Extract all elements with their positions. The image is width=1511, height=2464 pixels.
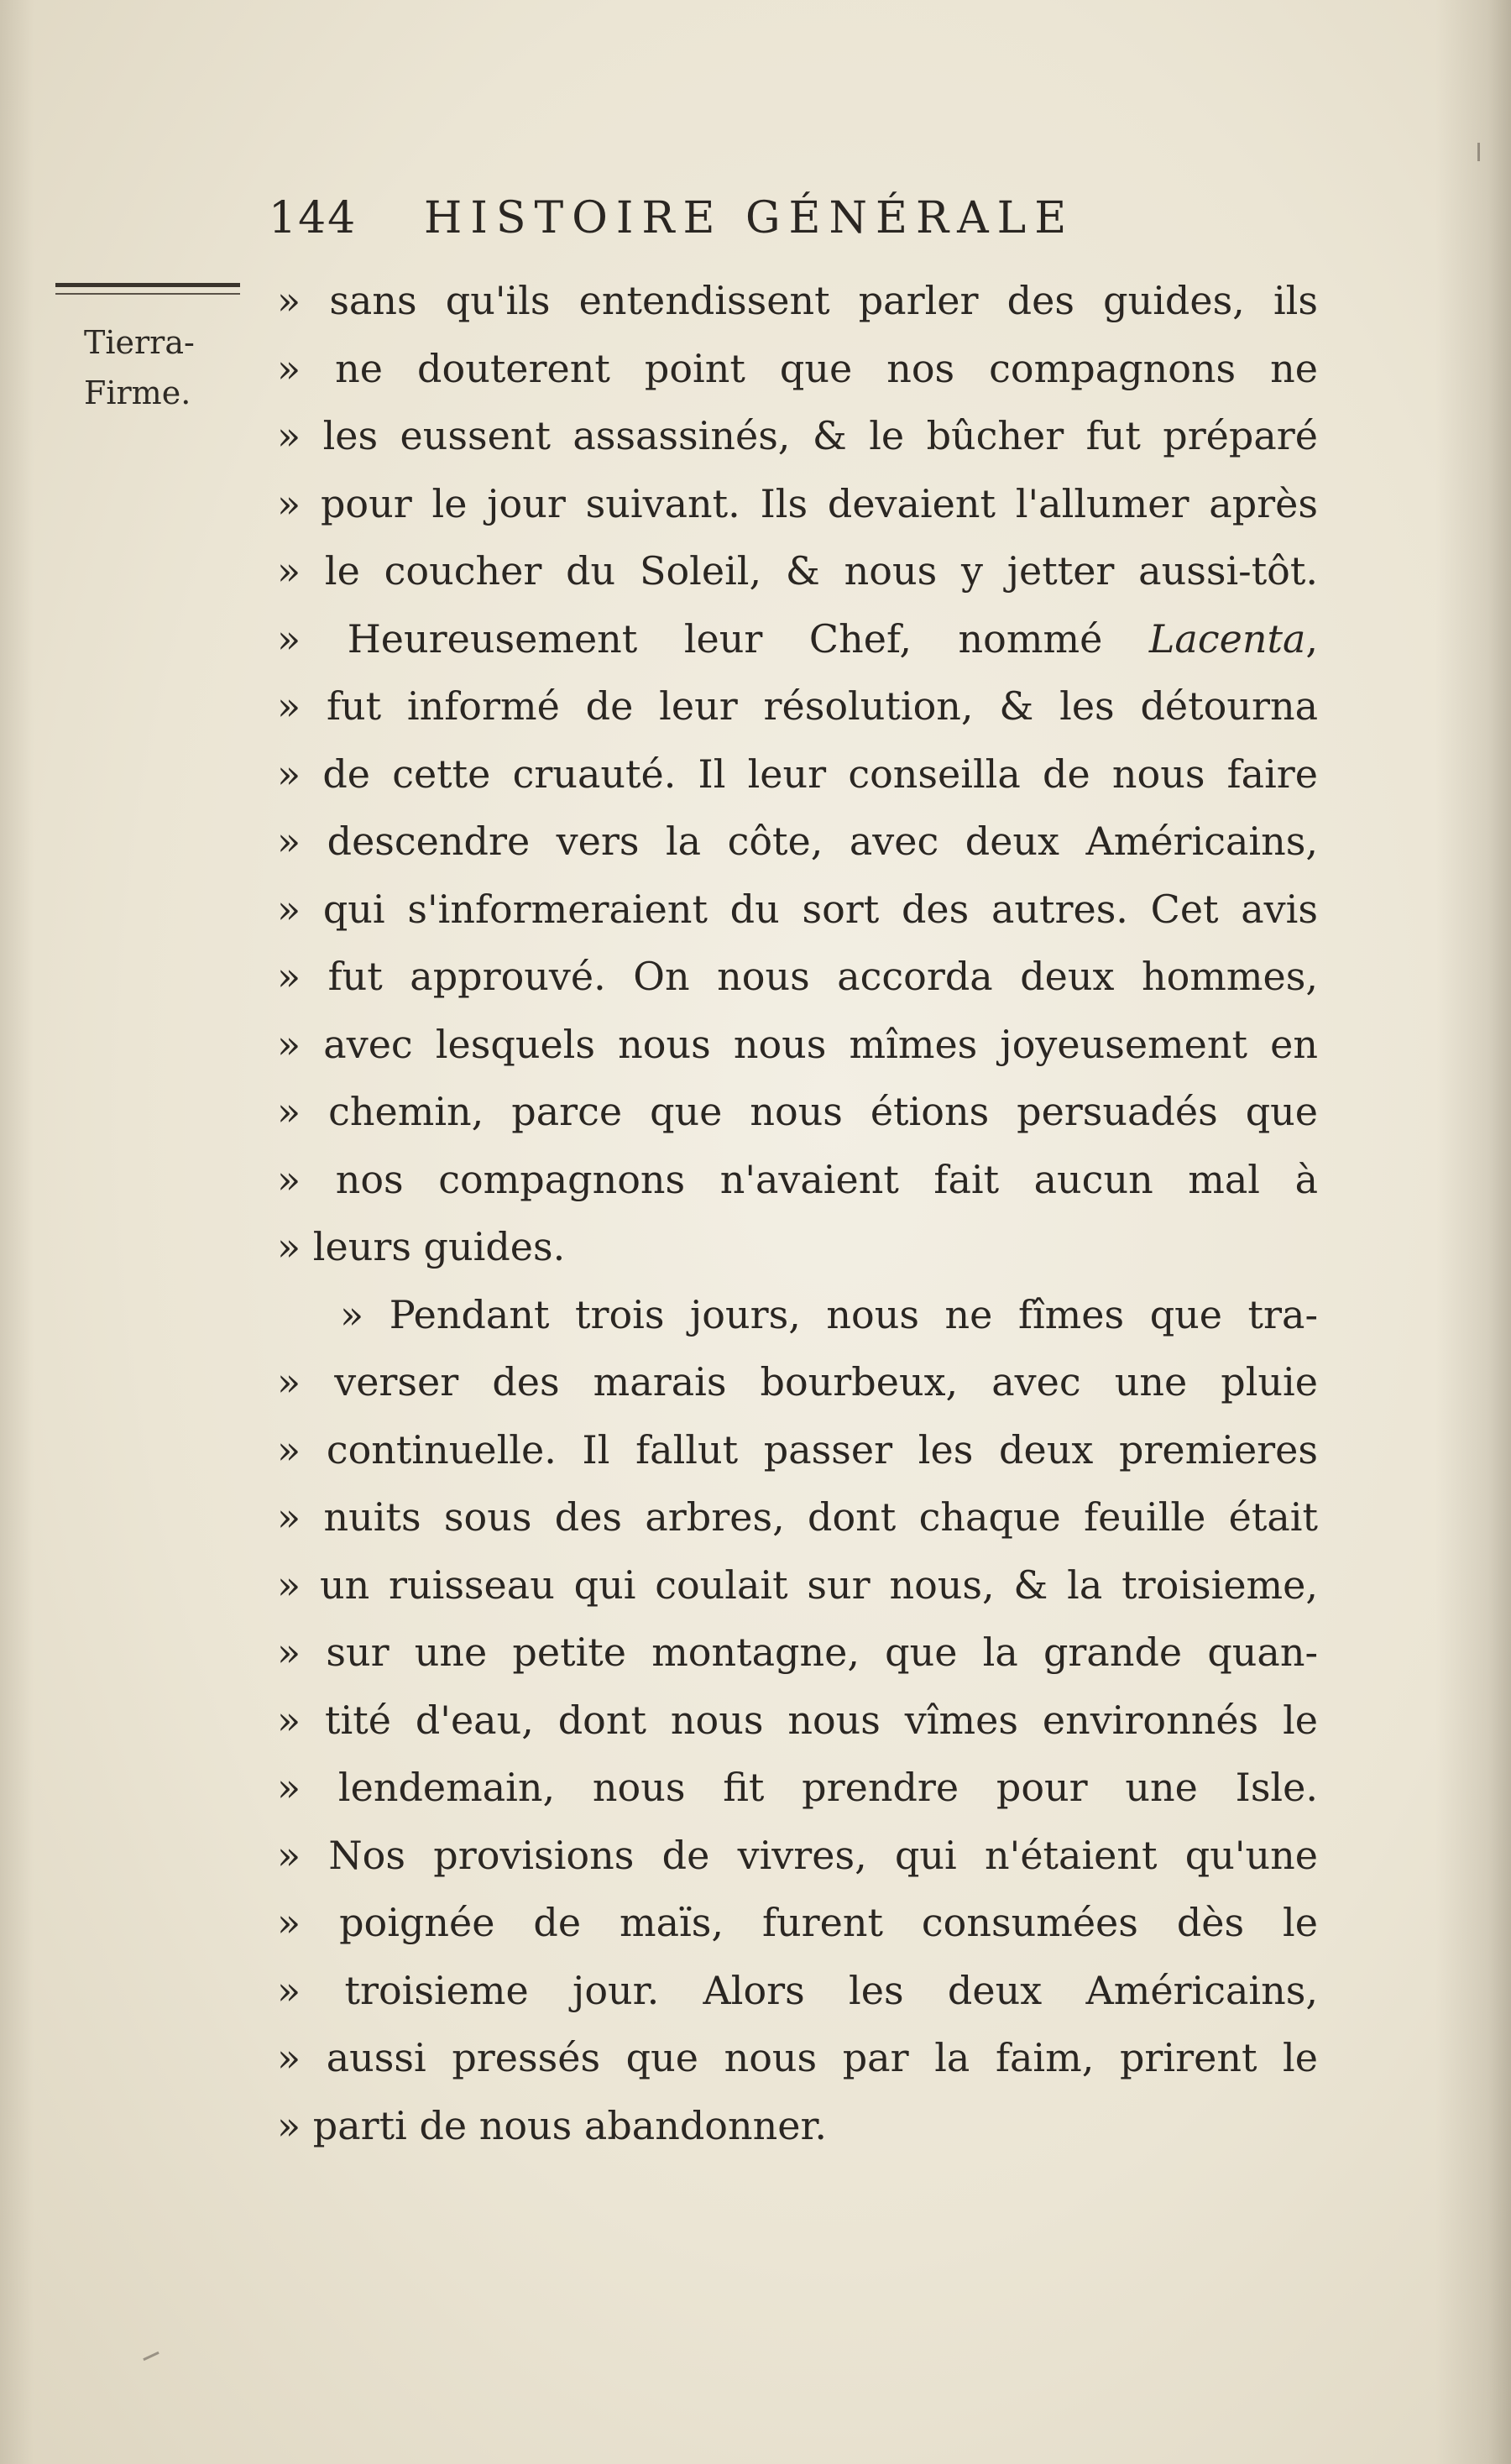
running-header bbox=[269, 189, 1276, 248]
text-line: » le coucher du Soleil, & nous y jetter aussi-tôt. bbox=[277, 548, 1318, 594]
chief-name: Lacenta bbox=[1148, 615, 1306, 662]
paragraph-start-line: » Pendant trois jours, nous ne fîmes que tra- bbox=[340, 1291, 1318, 1337]
margin-note-line-2: Firme. bbox=[84, 374, 191, 411]
text-line: » troisieme jour. Alors les deux Américains, bbox=[277, 1967, 1318, 2013]
text-line: » avec lesquels nous nous mîmes joyeusement en bbox=[277, 1021, 1318, 1067]
text-line: » ne douterent point que nos compagnons ne bbox=[277, 345, 1318, 391]
stray-ink-mark bbox=[143, 2352, 159, 2361]
text-line: » poignée de maïs, furent consumées dès le bbox=[277, 1900, 1318, 1945]
page-left-edge-shading bbox=[0, 0, 34, 2464]
text-line: » fut approuvé. On nous accorda deux hommes, bbox=[277, 954, 1318, 999]
chief-name-punct: , bbox=[1305, 615, 1318, 662]
text-line: » tité d'eau, dont nous nous vîmes environnés le bbox=[277, 1697, 1318, 1743]
text-line: » leurs guides. bbox=[277, 1224, 566, 1269]
text-line: » les eussent assassinés, & le bûcher fut préparé bbox=[277, 413, 1318, 458]
text-line: » sur une petite montagne, que la grande quan- bbox=[277, 1630, 1318, 1675]
page-spine-shadow bbox=[1435, 0, 1511, 2464]
text-line: » continuelle. Il fallut passer les deux premieres bbox=[277, 1426, 1318, 1473]
text-line: » nos compagnons n'avaient fait aucun mal à bbox=[277, 1156, 1318, 1202]
text-line: » un ruisseau qui coulait sur nous, & la troisieme, bbox=[277, 1562, 1318, 1608]
text-line: » pour le jour suivant. Ils devaient l'allumer après bbox=[277, 480, 1318, 526]
margin-note bbox=[84, 317, 269, 418]
text-line: » sans qu'ils entendissent parler des guides, ils bbox=[277, 278, 1318, 323]
text-line: » parti de nous abandonner. bbox=[277, 2102, 828, 2148]
text-line: » lendemain, nous fit prendre pour une Isle. bbox=[277, 1765, 1318, 1810]
stray-ink-mark bbox=[1477, 143, 1480, 161]
text-line: » aussi pressés que nous par la faim, prirent le bbox=[277, 2035, 1318, 2080]
body-text bbox=[277, 267, 1318, 2159]
text-line-with-name bbox=[277, 605, 1318, 673]
text-line: » verser des marais bourbeux, avec une pluie bbox=[277, 1359, 1318, 1405]
text-line: » de cette cruauté. Il leur conseilla de nous faire bbox=[277, 751, 1318, 797]
text-line: » qui s'informeraient du sort des autres. Cet avis bbox=[277, 886, 1318, 932]
page-number: 144 bbox=[269, 193, 358, 243]
text-line: » nuits sous des arbres, dont chaque feuille était bbox=[277, 1494, 1318, 1540]
text-line: » fut informé de leur résolution, & les détourna bbox=[277, 683, 1318, 729]
text-line-start: » Heureusement leur Chef, nommé bbox=[277, 615, 1103, 662]
running-title: HISTOIRE GÉNÉRALE bbox=[424, 193, 1075, 243]
text-line: » descendre vers la côte, avec deux Américains, bbox=[277, 819, 1318, 864]
margin-rule bbox=[55, 283, 240, 295]
text-line: » chemin, parce que nous étions persuadés que bbox=[277, 1089, 1318, 1134]
text-line: » Nos provisions de vivres, qui n'étaient qu'une bbox=[277, 1832, 1318, 1878]
margin-note-line-1: Tierra- bbox=[84, 324, 195, 361]
